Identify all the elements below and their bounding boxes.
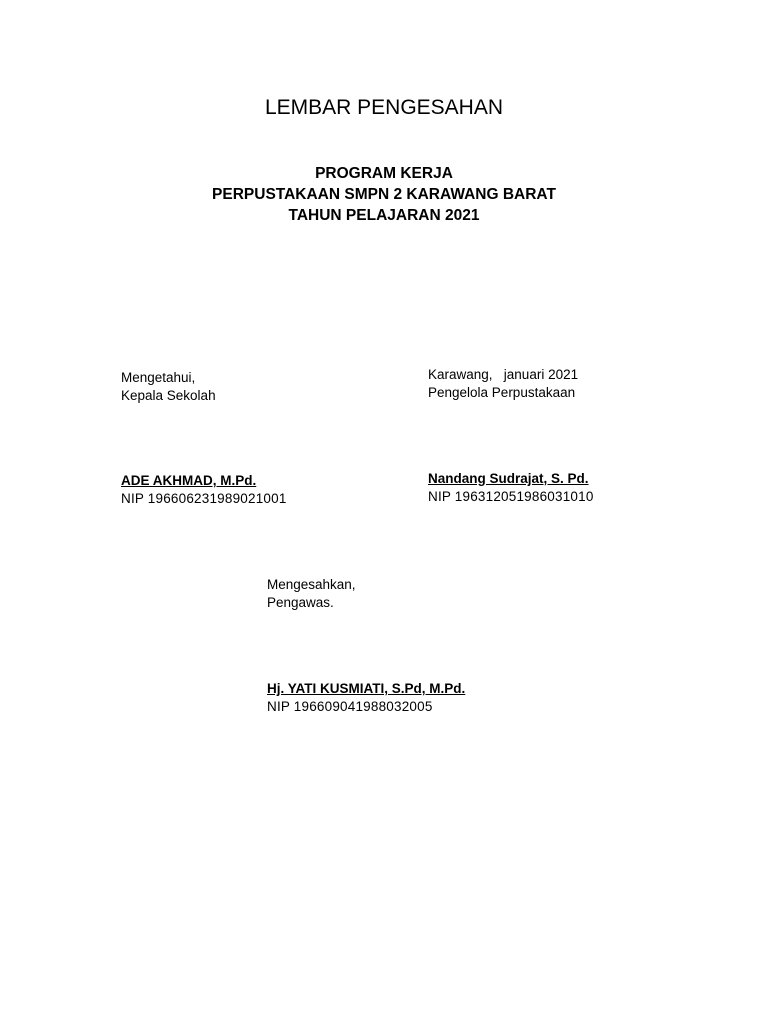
right-signatory-name: Nandang Sudrajat, S. Pd.	[428, 471, 589, 486]
right-signatory-place-date: Karawang, januari 2021	[428, 367, 579, 382]
right-signatory-role: Pengelola Perpustakaan	[428, 385, 576, 400]
left-signatory-role: Kepala Sekolah	[121, 388, 216, 403]
approver-role: Pengawas.	[267, 595, 334, 610]
left-signatory-nip: NIP 196606231989021001	[121, 491, 287, 506]
left-signatory-header	[121, 369, 216, 405]
document-title: LEMBAR PENGESAHAN	[264, 96, 504, 119]
approver-header	[267, 576, 356, 612]
program-heading-line-1: PROGRAM KERJA	[315, 165, 453, 182]
approver-name: Hj. YATI KUSMIATI, S.Pd, M.Pd.	[267, 681, 466, 696]
right-signatory-signature	[428, 470, 594, 506]
left-signatory-intro: Mengetahui,	[121, 370, 196, 385]
left-signatory-signature	[121, 472, 287, 508]
program-heading-line-3: TAHUN PELAJARAN 2021	[288, 207, 480, 224]
program-heading-line-2: PERPUSTAKAAN SMPN 2 KARAWANG BARAT	[212, 186, 556, 203]
right-signatory-nip: NIP 196312051986031010	[428, 489, 594, 504]
approver-intro: Mengesahkan,	[267, 577, 356, 592]
right-signatory-header	[428, 366, 578, 402]
left-signatory-name: ADE AKHMAD, M.Pd.	[121, 473, 257, 488]
approver-nip: NIP 196609041988032005	[267, 699, 433, 714]
program-heading	[0, 163, 768, 226]
approver-signature	[267, 680, 465, 716]
